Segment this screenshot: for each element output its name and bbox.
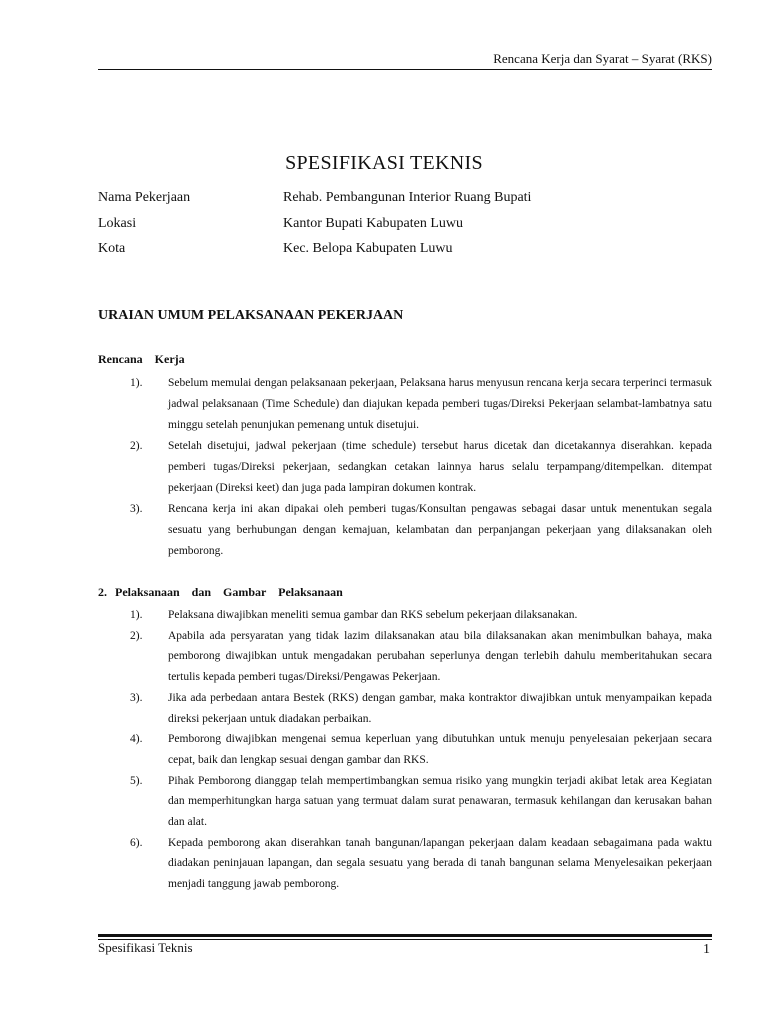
- list-item-number: 5).: [130, 774, 143, 787]
- project-info-row: [98, 214, 718, 240]
- list-item-text: Jika ada perbedaan antara Bestek (RKS) dengan gambar, maka kontraktor diwajibkan untuk menyampaikan kepada direksi pekerjaan untuk diadakan perbaikan.: [168, 691, 712, 725]
- project-info: [98, 188, 718, 265]
- list-item-text: Apabila ada persyaratan yang tidak lazim dilaksanakan atau bila dilaksanakan akan menimbulkan bahaya, maka pemborong diwajibkan untuk mengadakan perubahan seperlunya dengan terlebih dahulu memberitahukan secara tertulis kepada pemberi tugas/Direksi/Pengawas Pekerjaan.: [168, 629, 712, 684]
- list-item: [130, 688, 712, 729]
- list-item: [130, 833, 712, 895]
- list-item-text: Setelah disetujui, jadwal pekerjaan (time schedule) tersebut harus dicetak dan dicetakannya diserahkan. kepada pemberi tugas/Direksi pekerjaan, sedangkan cetakan lainnya harus selalu terpampang/ditempelkan. ditempat pekerjaan (Direksi keet) dan juga pada lampiran dokumen kontrak.: [168, 440, 712, 494]
- list-item-number: 1).: [130, 377, 143, 389]
- list-item-text: Pelaksana diwajibkan meneliti semua gambar dan RKS sebelum pekerjaan dilaksanakan.: [168, 609, 578, 621]
- list-item: [130, 626, 712, 688]
- footer-title: Spesifikasi Teknis: [98, 940, 193, 955]
- project-info-key: Nama Pekerjaan: [98, 190, 191, 205]
- section-title: URAIAN UMUM PELAKSANAAN PEKERJAAN: [98, 308, 404, 323]
- project-info-key: Kota: [98, 241, 126, 256]
- running-header: Rencana Kerja dan Syarat – Syarat (RKS): [493, 51, 712, 66]
- page-number: 1: [703, 942, 710, 957]
- footer-rule-thick: [98, 934, 712, 937]
- pelaksanaan-list: [130, 605, 712, 895]
- list-item: [130, 605, 712, 626]
- project-info-value: Rehab. Pembangunan Interior Ruang Bupati: [283, 190, 532, 205]
- list-item-number: 3).: [130, 503, 143, 515]
- list-item: [130, 771, 712, 833]
- list-item: [130, 729, 712, 770]
- header-rule: [98, 69, 712, 70]
- list-item-text: Rencana kerja ini akan dipakai oleh pemberi tugas/Konsultan pengawas sebagai dasar untuk menentukan segala sesuatu yang berhubungan dengan kemajuan, kelambatan dan perpanjangan pekerjaan yang dilaksanakan oleh pemborong.: [168, 503, 712, 557]
- list-item: [130, 436, 712, 499]
- list-item-text: Kepada pemborong akan diserahkan tanah bangunan/lapangan pekerjaan dalam keadaan sebagaimana pada waktu diadakan peninjauan lapangan, dan segala sesuatu yang berada di tanah bangunan selama Menyelesaikan pekerjaan menjadi tanggung jawab pemborong.: [168, 836, 712, 891]
- list-item-number: 3).: [130, 691, 143, 704]
- project-info-key: Lokasi: [98, 215, 137, 231]
- list-item-text: Pemborong diwajibkan mengenai semua keperluan yang dibutuhkan untuk menuju penyelesaian pekerjaan secara cepat, baik dan lengkap sesuai dengan gambar dan RKS.: [168, 733, 712, 766]
- list-item: [130, 499, 712, 562]
- project-info-value: Kantor Bupati Kabupaten Luwu: [283, 215, 464, 231]
- project-info-value: Kec. Belopa Kabupaten Luwu: [283, 241, 453, 256]
- subsection-heading-pelaksanaan: [98, 585, 343, 600]
- list-item-number: 2).: [130, 629, 143, 642]
- subsection-heading-text: Pelaksanaan dan Gambar Pelaksanaan: [115, 585, 343, 599]
- list-item-number: 4).: [130, 733, 143, 746]
- project-info-row: [98, 239, 718, 265]
- document-title: SPESIFIKASI TEKNIS: [285, 152, 483, 174]
- list-item-number: 1).: [130, 609, 143, 621]
- list-item-number: 6).: [130, 836, 143, 849]
- subsection-number: 2.: [98, 585, 107, 599]
- list-item: [130, 373, 712, 436]
- rencana-kerja-list: [130, 373, 712, 562]
- subsection-heading-rencana-kerja: Rencana Kerja: [98, 352, 185, 366]
- list-item-number: 2).: [130, 440, 143, 452]
- list-item-text: Sebelum memulai dengan pelaksanaan pekerjaan, Pelaksana harus menyusun rencana kerja secara terperinci termasuk jadwal pelaksanaan (Time Schedule) dan diajukan kepada pemberi tugas/Direksi Pekerjaan selambat-lambatnya satu minggu setelah penunjukan pemenang untuk disetujui.: [168, 377, 712, 431]
- list-item-text: Pihak Pemborong dianggap telah mempertimbangkan semua risiko yang mungkin terjadi akibat letak area Kegiatan dan memperhitungkan harga satuan yang termuat dalam surat penawaran, termasuk kehilangan dan kerusakan bahan dan alat.: [168, 774, 712, 829]
- project-info-row: [98, 188, 718, 214]
